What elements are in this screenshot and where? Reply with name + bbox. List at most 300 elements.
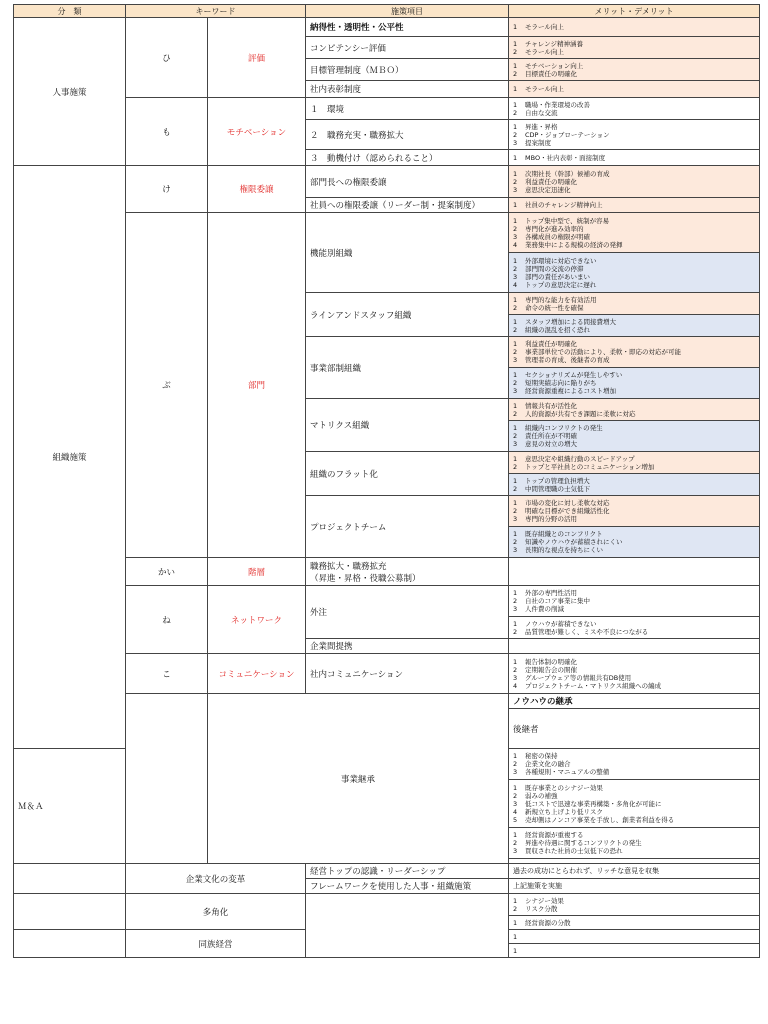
merit-item: [513, 123, 755, 131]
merit-item: [513, 410, 755, 418]
merit-item-text: ノウハウが蓄積できない: [525, 619, 597, 628]
merit-item-number: 1: [513, 256, 518, 265]
merit-item-number: 3: [513, 440, 518, 448]
merit-item-number: 1: [513, 783, 518, 792]
merit-list: [509, 749, 760, 780]
merit-item-number: 2: [513, 839, 518, 847]
merit-item-number: 1: [513, 371, 518, 379]
keyword-motivation: モチベーション: [208, 98, 306, 166]
keyword-communication: コミュニケーション: [208, 654, 306, 694]
merit-item: [513, 597, 755, 605]
merit-item-text: トップと平社員とのコミュニケーション増加: [525, 462, 655, 471]
merit-item-text: モチベーション向上: [525, 61, 584, 70]
merit-item-text: 意思決定迅速化: [525, 185, 571, 194]
merit-list: [509, 399, 760, 421]
merit-item: [513, 101, 755, 109]
merit-item: [513, 424, 755, 432]
measure-cell: ２ 職務充実・職務拡大: [306, 120, 509, 150]
merit-item: [513, 485, 755, 493]
merit-item-text: 中間管理職の士気低下: [525, 484, 590, 493]
merit-item-text: 組織内コンフリクトの発生: [525, 424, 603, 432]
merit-text: 過去の成功にとらわれず、リッチな意見を収集: [509, 864, 760, 879]
merit-list: [509, 617, 760, 639]
merit-item-number: 1: [513, 295, 518, 304]
merit-item-number: 1: [513, 657, 518, 666]
merit-item-text: 経営資源の分散: [525, 918, 571, 927]
measure-cell: １ 環境: [306, 98, 509, 120]
merit-item-text: 各構成員の権限が明確: [525, 232, 590, 241]
merit-list: [509, 654, 760, 694]
merit-item-text: 低コストで迅速な事業再構築・多角化が可能に: [525, 799, 662, 808]
merit-item-number: 1: [513, 401, 518, 410]
merit-list: [509, 166, 760, 198]
merit-item: [513, 70, 755, 78]
merit-item-text: シナジー効果: [525, 896, 564, 905]
merit-item: [513, 515, 755, 523]
merit-item-number: 2: [513, 904, 518, 913]
merit-list: [509, 930, 760, 944]
merit-item-number: 1: [513, 619, 518, 628]
merit-item-text: 提案制度: [525, 138, 551, 147]
measure-cell: 後継者: [509, 709, 760, 749]
merit-item: [513, 658, 755, 666]
keyword-ke: け: [126, 166, 208, 213]
merit-item-number: 2: [513, 224, 518, 233]
merit-item: [513, 241, 755, 249]
merit-item: [513, 839, 755, 847]
merit-item: [513, 538, 755, 546]
merit-list: [509, 368, 760, 399]
merit-item-number: 2: [513, 665, 518, 674]
merit-item-text: 人的資源が共有でき課題に柔軟に対応: [525, 409, 636, 418]
category-spacer: [14, 930, 126, 958]
merit-item-text: トップの意思決定に遅れ: [525, 280, 597, 289]
merit-item-text: トップ集中型で、統制が容易: [525, 216, 610, 225]
merit-item: [513, 257, 755, 265]
merit-item: [513, 109, 755, 117]
merit-item-text: 短期実績志向に陥りがち: [525, 379, 597, 387]
merit-item-number: 2: [513, 538, 518, 546]
merit-list: [509, 213, 760, 253]
merit-item-text: 新規立ち上げより低リスク: [525, 807, 603, 816]
merit-item: [513, 905, 755, 913]
merit-item-text: 経営資源重複によるコスト増加: [525, 387, 616, 395]
merit-item-number: 2: [513, 484, 518, 493]
merit-item: [513, 455, 755, 463]
category-spacer: [14, 894, 126, 930]
merit-item-text: 事業部単位での活動により、柔軟・即応の対応が可能: [525, 348, 681, 356]
merit-list: [509, 944, 760, 958]
merit-item-text: 弱みの補強: [525, 791, 558, 800]
merit-item: [513, 674, 755, 682]
measure-cell: 外注: [306, 586, 509, 639]
keyword-kengen: 権限委譲: [208, 166, 306, 213]
keyword-ko: こ: [126, 654, 208, 694]
merit-item-number: 1: [513, 831, 518, 839]
merit-item-number: 3: [513, 185, 518, 194]
merit-item-number: 1: [513, 589, 518, 597]
merit-item-number: 1: [513, 918, 518, 927]
merit-item: [513, 233, 755, 241]
merit-item-number: 5: [513, 815, 518, 824]
merit-item-number: 2: [513, 791, 518, 800]
measure-cell: 社員への権限委譲（リーダー制・提案制度）: [306, 198, 509, 213]
merit-item-text: 各種規則・マニュアルの整備: [525, 768, 610, 776]
merit-item-text: 既存組織とのコンフリクト: [525, 530, 603, 538]
merit-list: [509, 18, 760, 37]
header-keyword: キーワード: [126, 5, 306, 18]
merit-item: [513, 326, 755, 334]
measure-cell: プロジェクトチーム: [306, 496, 509, 558]
merit-list: [509, 120, 760, 150]
merit-empty: [509, 558, 760, 586]
merit-list: [509, 496, 760, 527]
measure-cell: 社内表彰制度: [306, 81, 509, 98]
merit-item: [513, 62, 755, 70]
merit-item: [513, 265, 755, 273]
merit-item-number: 3: [513, 847, 518, 855]
merit-list: [509, 150, 760, 166]
merit-item-text: 報告体制の明確化: [525, 657, 577, 666]
measure-cell: マトリクス組織: [306, 399, 509, 452]
merit-item-number: 1: [513, 424, 518, 432]
merit-item-number: 4: [513, 240, 518, 249]
merit-item-number: 3: [513, 605, 518, 613]
merit-item-text: 企業文化の融合: [525, 760, 571, 768]
merit-item-text: 命令の統一性を確保: [525, 303, 584, 312]
merit-item-text: 専門的分野の活用: [525, 515, 577, 523]
merit-item-text: 意思決定や組織行動のスピードアップ: [525, 454, 635, 463]
merit-item-number: 1: [513, 499, 518, 507]
merit-list: [509, 37, 760, 59]
merit-item: [513, 379, 755, 387]
merit-item-text: 情報共有が活性化: [525, 401, 577, 410]
table-row: [14, 586, 760, 617]
merit-item-text: 責任所在が不明確: [525, 432, 577, 440]
merit-item: [513, 23, 755, 31]
merit-item-text: リスク分散: [525, 904, 558, 913]
merit-item-number: 2: [513, 432, 518, 440]
merit-item-number: 2: [513, 47, 518, 56]
merit-item-number: 1: [513, 476, 518, 485]
merit-item-number: 1: [513, 85, 518, 93]
merit-item-number: 2: [513, 379, 518, 387]
merit-list: [509, 253, 760, 293]
merit-item: [513, 40, 755, 48]
merit-item: [513, 847, 755, 855]
merit-item: [513, 768, 755, 776]
merit-item-number: 3: [513, 272, 518, 281]
merit-item-text: 部門の責任があいまい: [525, 272, 590, 281]
merit-item: [513, 217, 755, 225]
table-row: [14, 98, 760, 120]
merit-list: [509, 98, 760, 120]
merit-item: [513, 546, 755, 554]
merit-item: [513, 919, 755, 927]
strategy-table: [13, 4, 760, 958]
merit-item-text: スタッフ増加による間接費増大: [525, 317, 616, 326]
merit-item-text: 次期社長（幹部）候補の育成: [525, 169, 610, 178]
merit-item: [513, 432, 755, 440]
keyword-network: ネットワーク: [208, 586, 306, 654]
category-takaku: 多角化: [126, 894, 306, 930]
merit-item-number: 3: [513, 515, 518, 523]
merit-item: [513, 387, 755, 395]
measure-cell: 経営トップの認識・リーダーシップ: [306, 864, 509, 879]
category-jigyo: 事業継承: [208, 694, 509, 864]
merit-list: [509, 780, 760, 828]
merit-item: [513, 273, 755, 281]
keyword-bumon: 部門: [208, 213, 306, 558]
merit-item: [513, 348, 755, 356]
merit-list: [509, 586, 760, 617]
merit-item-text: 利益責任が明確化: [525, 340, 577, 348]
merit-item-number: 1: [513, 530, 518, 538]
merit-item: [513, 605, 755, 613]
merit-item-text: 人件費の削減: [525, 605, 564, 613]
measure-cell: 目標管理制度（ＭＢＯ）: [306, 59, 509, 81]
merit-item: [513, 507, 755, 515]
merit-item-number: 1: [513, 153, 518, 162]
measure-line: （昇進・昇格・役職公募制）: [310, 573, 421, 584]
merit-item: [513, 48, 755, 56]
merit-item-number: 1: [513, 317, 518, 326]
merit-item-number: 1: [513, 169, 518, 178]
merit-item-number: 1: [513, 946, 518, 955]
table-row: [14, 166, 760, 198]
merit-item: [513, 85, 755, 93]
merit-item-text: グループウェア等の情報共有DB使用: [525, 673, 632, 682]
category-spacer: [126, 694, 208, 864]
keyword-kai: かい: [126, 558, 208, 586]
measure-cell: ラインアンドスタッフ組織: [306, 293, 509, 337]
merit-item: [513, 947, 755, 955]
merit-item-number: 3: [513, 673, 518, 682]
measure-cell: ３ 動機付け（認められること）: [306, 150, 509, 166]
merit-item-number: 3: [513, 799, 518, 808]
merit-item: [513, 628, 755, 636]
merit-item-number: 1: [513, 122, 518, 131]
merit-list: [509, 452, 760, 474]
measure-cell: [306, 558, 509, 586]
merit-item: [513, 792, 755, 800]
merit-list: [509, 315, 760, 337]
merit-item: [513, 304, 755, 312]
merit-item: [513, 682, 755, 690]
merit-item-text: 目標責任の明確化: [525, 69, 577, 78]
merit-item-text: 定期報告会の開催: [525, 665, 577, 674]
measure-cell: 組織のフラット化: [306, 452, 509, 496]
measure-line: 職務拡大・職務拡充: [310, 561, 387, 572]
merit-item-number: 2: [513, 264, 518, 273]
merit-item-text: チャレンジ精神涵養: [525, 39, 583, 48]
merit-item-text: 知識やノウハウが蓄積されにくい: [525, 538, 623, 546]
merit-item-number: 2: [513, 627, 518, 636]
header-row: [14, 5, 760, 18]
merit-item-number: 3: [513, 138, 518, 147]
category-spacer: [14, 864, 126, 894]
merit-item-text: 昇進や待遇に関するコンフリクトの発生: [525, 839, 642, 847]
merit-item-number: 3: [513, 356, 518, 364]
merit-item-number: 2: [513, 462, 518, 471]
merit-item: [513, 816, 755, 824]
merit-item-text: 利益責任の明確化: [525, 177, 577, 186]
merit-item-number: 2: [513, 325, 518, 334]
merit-item-text: 明確な目標ができ組織活性化: [525, 507, 610, 515]
merit-item: [513, 356, 755, 364]
merit-item-text: モラール向上: [525, 23, 564, 31]
merit-item-number: 2: [513, 303, 518, 312]
merit-item-text: 長期的な視点を持ちにくい: [525, 546, 603, 554]
merit-list: [509, 527, 760, 558]
merit-item: [513, 831, 755, 839]
merit-item-text: 外部の専門性活用: [525, 589, 577, 597]
merit-item-text: 秘密の保持: [525, 752, 558, 760]
merit-item-number: 2: [513, 130, 518, 139]
merit-list: [509, 293, 760, 315]
merit-item: [513, 131, 755, 139]
merit-item-number: 2: [513, 507, 518, 515]
category-bunka: 企業文化の変革: [126, 864, 306, 894]
merit-item: [513, 530, 755, 538]
merit-item-text: 既存事業とのシナジー効果: [525, 783, 603, 792]
merit-item-text: トップの管理負担増大: [525, 476, 590, 485]
table-row: [14, 694, 760, 709]
merit-item-number: 2: [513, 177, 518, 186]
merit-item-number: 2: [513, 760, 518, 768]
merit-item: [513, 186, 755, 194]
merit-item-text: 自由な交流: [525, 108, 558, 117]
merit-item-number: 3: [513, 546, 518, 554]
merit-item-text: 売却側はノンコア事業を手放し、創業者利益を得る: [525, 815, 675, 824]
merit-item-number: 1: [513, 896, 518, 905]
merit-item: [513, 477, 755, 485]
merit-item: [513, 463, 755, 471]
merit-list: [509, 198, 760, 213]
merit-item: [513, 296, 755, 304]
table-row: [14, 654, 760, 694]
merit-item: [513, 800, 755, 808]
merit-item-text: 外部環境に対応できない: [525, 256, 597, 265]
merit-item-number: 1: [513, 201, 518, 209]
merit-item: [513, 170, 755, 178]
merit-item: [513, 281, 755, 289]
merit-item-text: 部門間の交流の停滞: [525, 264, 584, 273]
merit-item: [513, 139, 755, 147]
merit-item: [513, 499, 755, 507]
merit-item-text: 品質管理が難しく、ミスや不良につながる: [525, 627, 649, 636]
merit-item: [513, 897, 755, 905]
header-merit: メリット・デメリット: [509, 5, 760, 18]
merit-item-text: セクショナリズムが発生しやすい: [525, 371, 623, 379]
merit-item-text: 組織の混乱を招く恐れ: [525, 325, 590, 334]
merit-item-number: 4: [513, 807, 518, 816]
merit-empty: [509, 639, 760, 654]
merit-item-text: プロジェクトチーム・マトリクス組織への編成: [525, 681, 662, 690]
merit-item-number: 1: [513, 100, 518, 109]
merit-item-number: 1: [513, 752, 518, 760]
merit-item-text: 社員のチャレンジ精神向上: [525, 201, 603, 209]
table-row: [14, 213, 760, 253]
keyword-ne: ね: [126, 586, 208, 654]
merit-item: [513, 784, 755, 792]
table-row: [14, 18, 760, 37]
merit-item: [513, 318, 755, 326]
merit-item-number: 3: [513, 387, 518, 395]
merit-item: [513, 201, 755, 209]
merit-item-text: モラール向上: [525, 85, 564, 93]
measure-cell: 社内コミュニケーション: [306, 654, 509, 694]
merit-list: [509, 421, 760, 452]
merit-item: [513, 760, 755, 768]
merit-item-number: 2: [513, 597, 518, 605]
merit-list: [509, 916, 760, 930]
keyword-bu: ぶ: [126, 213, 208, 558]
header-measure: 施策項目: [306, 5, 509, 18]
merit-item: [513, 440, 755, 448]
merit-item: [513, 402, 755, 410]
merit-list: [509, 828, 760, 859]
merit-item-number: 1: [513, 61, 518, 70]
merit-list: [509, 81, 760, 98]
merit-item-text: 管理者の育成、後継者の育成: [525, 356, 610, 364]
header-category: 分 類: [14, 5, 126, 18]
keyword-mo: も: [126, 98, 208, 166]
merit-item-text: 昇進・昇格: [525, 122, 558, 131]
category-jinji: 人事施策: [14, 18, 126, 166]
keyword-hyoka: 評価: [208, 18, 306, 98]
merit-item-text: 専門化が進み効率的: [525, 224, 584, 233]
merit-item-text: 専門的な能力を有効活用: [525, 295, 597, 304]
merit-item-number: 1: [513, 23, 518, 31]
measure-cell: ノウハウの継承: [509, 694, 760, 709]
merit-item-text: モラール向上: [525, 47, 564, 56]
category-dozoku: 同族経営: [126, 930, 306, 958]
merit-item: [513, 225, 755, 233]
merit-item: [513, 808, 755, 816]
merit-item-number: 1: [513, 216, 518, 225]
merit-text: 上記施策を実施: [509, 879, 760, 894]
table-row: [14, 894, 760, 916]
merit-item-number: 1: [513, 932, 518, 941]
merit-item-number: 2: [513, 69, 518, 78]
merit-list: [509, 474, 760, 496]
merit-item-number: 1: [513, 340, 518, 348]
merit-item-text: 経営資源が重複する: [525, 831, 584, 839]
merit-item-number: 2: [513, 409, 518, 418]
merit-item: [513, 154, 755, 162]
merit-item-number: 2: [513, 108, 518, 117]
measure-cell: 納得性・透明性・公平性: [306, 18, 509, 37]
merit-item-number: 3: [513, 232, 518, 241]
measure-cell: コンピテンシー評価: [306, 37, 509, 59]
merit-item: [513, 666, 755, 674]
merit-item: [513, 340, 755, 348]
merit-list: [509, 59, 760, 81]
merit-item: [513, 933, 755, 941]
merit-item-number: 2: [513, 348, 518, 356]
table-row: [14, 558, 760, 586]
table-row: [14, 864, 760, 879]
merit-item: [513, 371, 755, 379]
merit-item: [513, 620, 755, 628]
measure-cell: Ｍ＆Ａ: [14, 749, 126, 864]
merit-item-number: 4: [513, 280, 518, 289]
merit-item-number: 3: [513, 768, 518, 776]
merit-item-text: 職場・作業環境の改善: [525, 100, 590, 109]
merit-item-text: 意見の対立の増大: [525, 440, 577, 448]
merit-list: [509, 337, 760, 368]
